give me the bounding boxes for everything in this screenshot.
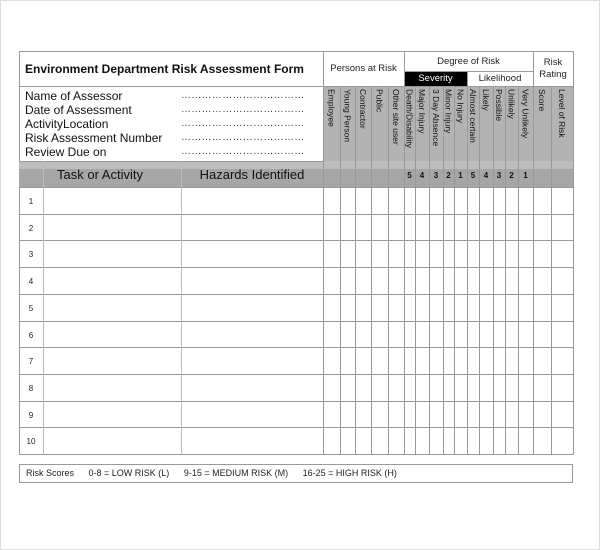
field-value-input[interactable]: ………………………………	[181, 132, 305, 143]
hazard-cell[interactable]	[182, 268, 323, 294]
hazard-cell[interactable]	[182, 188, 323, 214]
column-header: Possible	[494, 89, 504, 122]
task-cell[interactable]	[44, 188, 181, 214]
col-divider	[479, 86, 480, 455]
degree-of-risk-header: Degree of Risk	[437, 56, 500, 67]
hazard-cell[interactable]	[182, 428, 323, 454]
col-divider	[388, 86, 389, 455]
field-label: Name of Assessor	[25, 89, 123, 103]
risk-scores-label: Risk Scores	[26, 468, 75, 478]
score-value: 3	[496, 171, 502, 180]
score-value: 5	[407, 171, 412, 180]
row-number: 9	[28, 410, 34, 420]
col-divider	[533, 51, 534, 455]
score-value: 5	[470, 171, 476, 180]
field-label: Risk Assessment Number	[25, 131, 163, 145]
column-header: Contractor	[358, 89, 368, 129]
divider	[19, 86, 573, 87]
col-divider	[518, 86, 519, 455]
hazard-cell[interactable]	[182, 241, 323, 267]
hazard-cell[interactable]	[182, 322, 323, 348]
row-number: 6	[28, 330, 34, 340]
task-activity-header: Task or Activity	[57, 167, 143, 182]
hazard-cell[interactable]	[182, 402, 323, 428]
task-cell[interactable]	[44, 268, 181, 294]
col-divider	[415, 86, 416, 455]
column-header: Minor Injury	[443, 89, 454, 134]
score-value: 1	[458, 171, 463, 180]
field-label: ActivityLocation	[25, 117, 109, 131]
column-header: Likely	[481, 89, 491, 111]
task-cell[interactable]	[44, 402, 181, 428]
score-value: 4	[483, 171, 489, 180]
hazard-cell[interactable]	[182, 215, 323, 241]
row-number: 7	[28, 357, 34, 367]
row-number: 8	[28, 383, 34, 393]
score-value: 3	[433, 171, 439, 180]
task-cell[interactable]	[44, 322, 181, 348]
score-value: 4	[419, 171, 425, 180]
row-number: 3	[28, 250, 34, 260]
column-header: Almost certain	[468, 89, 478, 143]
col-divider	[355, 86, 356, 455]
hazards-identified-header: Hazards Identified	[199, 167, 305, 182]
column-header: Young Person	[342, 89, 353, 143]
likelihood-header: Likelihood	[478, 73, 522, 84]
task-cell[interactable]	[44, 348, 181, 374]
risk-rating-header-2: Rating	[539, 69, 567, 80]
divider	[404, 71, 533, 72]
col-divider	[551, 86, 552, 455]
task-cell[interactable]	[44, 241, 181, 267]
task-cell[interactable]	[44, 375, 181, 401]
hazard-cell[interactable]	[182, 348, 323, 374]
col-divider	[323, 51, 324, 455]
row-number: 2	[28, 223, 34, 233]
column-header: Public	[374, 89, 385, 113]
col-divider	[443, 86, 444, 455]
column-header: Unlikely	[506, 89, 517, 119]
column-header: Death/Disability	[404, 89, 415, 149]
col-divider	[454, 86, 455, 455]
risk-rating-header-1: Risk	[543, 57, 563, 68]
field-value-input[interactable]: ………………………………	[181, 104, 305, 115]
form-title: Environment Department Risk Assessment Form	[25, 62, 304, 76]
column-header: Major Injury	[417, 89, 427, 134]
col-divider	[340, 86, 341, 455]
task-cell[interactable]	[44, 215, 181, 241]
column-header: Level of Risk	[557, 89, 567, 138]
score-value: 2	[509, 171, 514, 180]
col-divider	[493, 86, 494, 455]
row-divider	[19, 454, 573, 455]
row-number: 5	[28, 303, 34, 313]
field-value-input[interactable]: ………………………………	[181, 90, 305, 101]
row-number: 1	[28, 197, 34, 206]
col-divider	[429, 86, 430, 455]
row-number: 10	[26, 437, 36, 447]
high-risk-legend: 16-25 = HIGH RISK (H)	[302, 468, 397, 478]
field-value-input[interactable]: ………………………………	[181, 146, 305, 157]
persons-at-risk-header: Persons at Risk	[330, 63, 397, 74]
field-label: Date of Assessment	[25, 103, 132, 117]
severity-header: Severity	[418, 73, 453, 84]
field-value-input[interactable]: ………………………………	[181, 118, 305, 129]
column-header: Very Unlikely	[520, 89, 531, 139]
field-label: Review Due on	[25, 145, 107, 159]
divider	[19, 161, 323, 162]
hazard-cell[interactable]	[182, 375, 323, 401]
task-cell[interactable]	[44, 428, 181, 454]
row-number: 4	[28, 277, 34, 287]
medium-risk-legend: 9-15 = MEDIUM RISK (M)	[183, 468, 289, 478]
hazard-cell[interactable]	[182, 295, 323, 321]
column-header: Other site user	[391, 89, 401, 145]
low-risk-legend: 0-8 = LOW RISK (L)	[88, 468, 170, 478]
col-divider	[505, 86, 506, 455]
task-cell[interactable]	[44, 295, 181, 321]
column-header: Employee	[326, 89, 337, 127]
column-header: Score	[537, 89, 547, 112]
score-value: 1	[523, 171, 528, 180]
column-header: No Injury	[455, 89, 466, 124]
column-header: 3 Day Absence	[431, 89, 441, 147]
risk-scores-legend	[19, 464, 573, 483]
score-value: 2	[446, 171, 451, 180]
col-divider	[371, 86, 372, 455]
